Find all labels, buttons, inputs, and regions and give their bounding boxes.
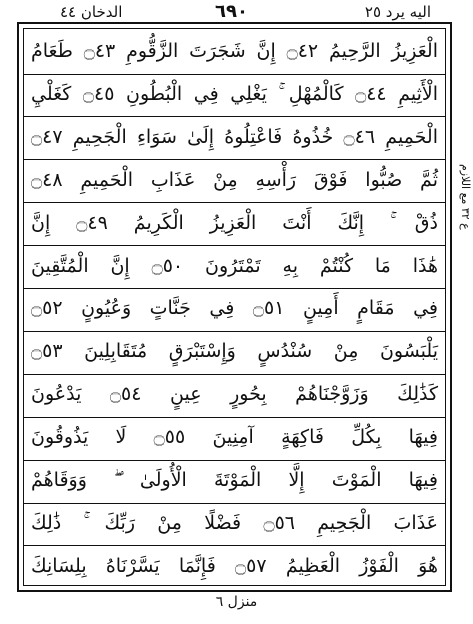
text-line: الْحَمِيمِ ۝٤٦ خُذُوهُ فَاعْتِلُوهُ إِلَىٰ سَوَاءِ الْجَحِيمِ ۝٤٧: [23, 114, 446, 161]
text-line: كَذَٰلِكَ وَزَوَّجْنَاهُمْ بِحُورٍ عِينٍ ۝٥٤ يَدْعُونَ: [23, 371, 446, 418]
text-line: الْعَزِيزُ الرَّحِيمُ ۝٤٢ إِنَّ شَجَرَتَ الزَّقُّومِ ۝٤٣ طَعَامُ: [23, 28, 446, 75]
text-line: يَلْبَسُونَ مِنْ سُنْدُسٍ وَإِسْتَبْرَقٍ مُتَقَابِلِينَ ۝٥٣: [23, 328, 446, 375]
manzil-footer: منزل ٦: [215, 594, 258, 610]
surah-name-header: الدخان ٤٤: [60, 3, 123, 21]
text-line: فِي مَقَامٍ أَمِينٍ ۝٥١ فِي جَنَّاتٍ وَعُيُونٍ ۝٥٢: [23, 285, 446, 332]
text-line: الْأَثِيمِ ۝٤٤ كَالْمُهْلِ ۚ يَغْلِي فِي الْبُطُونِ ۝٤٥ كَغَلْيِ: [23, 71, 446, 118]
text-line: فِيهَا الْمَوْتَ إِلَّا الْمَوْتَةَ الْأُولَىٰ ۖ وَوَقَاهُمْ: [23, 457, 446, 504]
text-line: هَٰذَا مَا كُنْتُمْ بِهِ تَمْتَرُونَ ۝٥٠ إِنَّ الْمُتَّقِينَ: [23, 243, 446, 290]
text-line: ثُمَّ صُبُّوا فَوْقَ رَأْسِهِ مِنْ عَذَابِ الْحَمِيمِ ۝٤٨: [23, 157, 446, 204]
text-line: عَذَابَ الْجَحِيمِ ۝٥٦ فَضْلًا مِنْ رَبِّكَ ۚ ذَٰلِكَ: [23, 500, 446, 547]
text-block: [23, 28, 446, 586]
text-line: هُوَ الْفَوْزُ الْعَظِيمُ ۝٥٧ فَإِنَّمَا يَسَّرْنَاهُ بِلِسَانِكَ: [31, 554, 438, 577]
juz-name-header: الیه یرد ٢٥: [364, 3, 431, 21]
text-line: فِيهَا بِكُلِّ فَاكِهَةٍ آمِنِينَ ۝٥٥ لَا يَذُوقُونَ: [23, 414, 446, 461]
page-number: ٦٩٠: [215, 1, 248, 22]
margin-note: ع ٣٢ مع اللازم: [459, 164, 472, 230]
text-line: ذُقْ ۚ إِنَّكَ أَنْتَ الْعَزِيزُ الْكَرِيمُ ۝٤٩ إِنَّ: [23, 200, 446, 247]
